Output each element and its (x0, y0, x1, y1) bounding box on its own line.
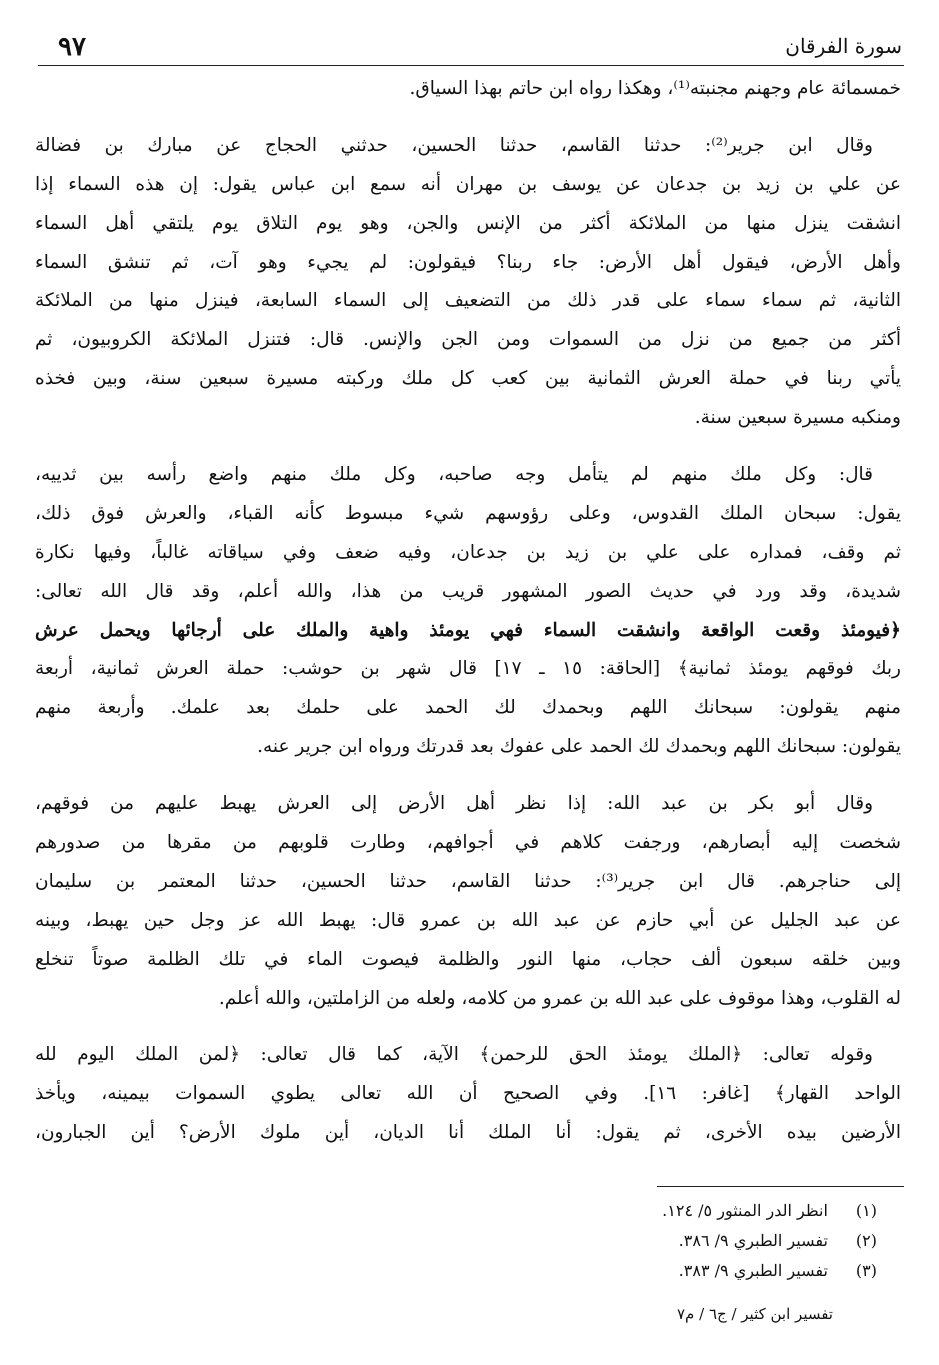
text-line: عن عبد الجليل عن أبي حازم عن عبد الله بن عمرو قال: يهبط الله عز وجل حين يهبط، وبينه (35, 909, 901, 931)
text-line: ثم وقف، فمداره على علي بن زيد بن جدعان، وفيه ضعف وفي سياقاته غالباً، وفيها نكارة (35, 541, 901, 563)
footnote-text: تفسير الطبري ٩/ ٣٨٣. (678, 1261, 828, 1280)
footnote-text: تفسير الطبري ٩/ ٣٨٦. (678, 1231, 828, 1250)
footnote-text: انظر الدر المنثور ٥/ ١٢٤. (662, 1201, 828, 1220)
text-line: خمسمائة عام وجهنم مجنبته⁽¹⁾، وهكذا رواه ابن حاتم بهذا السياق. (409, 78, 901, 99)
footnote-number: (٣) (855, 1261, 877, 1280)
footnote (177, 1226, 877, 1256)
footnote-divider (657, 1186, 904, 1187)
page-footer: تفسير ابن كثير / ج٦ / م٧ (676, 1305, 833, 1323)
footnotes (177, 1196, 877, 1286)
text-line: أكثر من جميع من نزل من السموات ومن الجن والإنس. قال: فتنزل الملائكة الكروبيون، ثم (35, 329, 901, 351)
text-line: وأهل الأرض، فيقول أهل الأرض: جاء ربنا؟ فيقولون: لم يجيء وهو آت، ثم تنشق السماء (35, 251, 901, 273)
page-number: ٩٧ (58, 32, 86, 62)
page-body (35, 70, 901, 1153)
text-line: يأتي ربنا في حملة العرش الثمانية بين كعب كل ملك وركبته مسيرة سبعين سنة، وبين فخذه (35, 368, 901, 390)
text-line: قال: وكل ملك منهم لم يتأمل وجه صاحبه، وكل ملك منهم واضع رأسه بين ثدييه، (35, 464, 873, 486)
text-line: إلى حناجرهم. قال ابن جرير⁽³⁾: حدثنا القاسم، حدثنا الحسين، حدثنا المعتمر بن سليمان (35, 870, 901, 892)
text-line: يقولون: سبحانك اللهم وبحمدك لك الحمد على عفوك بعد قدرتك ورواه ابن جرير عنه. (257, 736, 901, 758)
text-line: وبين خلقه سبعون ألف حجاب، منها النور والظلمة فيصوت الماء في تلك الظلمة صوتاً تنخلع (35, 948, 901, 970)
surah-title: سورة الفرقان (785, 34, 902, 58)
text-line: الثانية، ثم سماء سماء على قدر ذلك من التضعيف إلى السماء السابعة، فينزل منها من الملائكة (35, 290, 901, 312)
footnote-number: (٢) (855, 1231, 877, 1250)
text-line: وقال أبو بكر بن عبد الله: إذا نظر أهل الأرض إلى العرش يهبط عليهم من فوقهم، (35, 793, 873, 815)
page-header (38, 30, 904, 66)
text-line: ومنكبه مسيرة سبعين سنة. (694, 407, 901, 429)
text-line: الأرضين بيده الأخرى، ثم يقول: أنا الملك أنا الديان، أين ملوك الأرض؟ أين الجبارون، (35, 1122, 901, 1144)
text-line: له القلوب، وهذا موقوف على عبد الله بن عمرو من كلامه، ولعله من الزاملتين، والله أعلم. (218, 987, 901, 1009)
text-line: وقال ابن جرير⁽²⁾: حدثنا القاسم، حدثنا الحسين، حدثني الحجاج عن مبارك بن فضالة (35, 134, 873, 156)
text-line: عن علي بن زيد بن جدعان عن يوسف بن مهران أنه سمع ابن عباس يقول: إن هذه السماء إذا (35, 173, 901, 195)
text-line: ربك فوقهم يومئذ ثمانية﴾ [الحاقة: ١٥ ـ ١٧] قال شهر بن حوشب: حملة العرش ثمانية، أربعة (35, 658, 901, 680)
text-line: شخصت إليه أبصارهم، ورجفت كلاهم في أجوافهم، وطارت قلوبهم من مقرها من صدورهم (35, 832, 901, 854)
text-line: شديدة، وقد ورد في حديث الصور المشهور قريب من هذا، والله أعلم، وقد قال الله تعالى: (35, 580, 901, 602)
footnote (177, 1256, 877, 1286)
footnote (177, 1196, 877, 1226)
footnote-number: (١) (855, 1201, 877, 1220)
text-line: الواحد القهار﴾ [غافر: ١٦]. وفي الصحيح أن الله تعالى يطوي السموات بيمينه، ويأخذ (35, 1083, 901, 1105)
text-line: انشقت ينزل منها من الملائكة أكثر من الإنس والجن، وهو يوم التلاق يوم يلتقي أهل السماء (35, 212, 901, 234)
text-line: منهم يقولون: سبحانك اللهم وبحمدك لك الحمد على حلمك بعد علمك. وأربعة منهم (35, 697, 901, 719)
text-line: يقول: سبحان الملك القدوس، وعلى رؤوسهم شيء مبسوط كأنه القباء، والعرش فوق ذلك، (35, 502, 901, 524)
text-line: وقوله تعالى: ﴿الملك يومئذ الحق للرحمن﴾ الآية، كما قال تعالى: ﴿لمن الملك اليوم لله (35, 1044, 873, 1066)
quran-verse-line: ﴿فيومئذ وقعت الواقعة وانشقت السماء فهي يومئذ واهية والملك على أرجائها ويحمل عرش (35, 619, 901, 641)
